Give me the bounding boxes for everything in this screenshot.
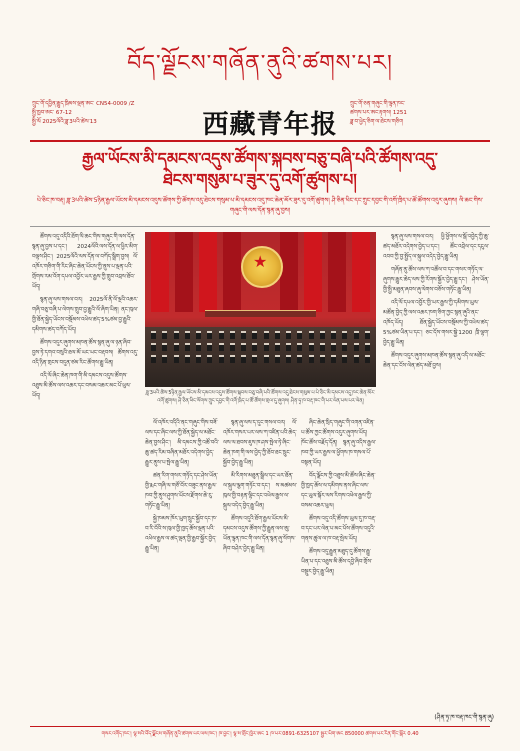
delegate-seat [342,331,347,339]
photo-caption: ཟླ་3པའི་ཚེས་5ཉིན་རྒྱལ་ཡོངས་མི་དམངས་འདུས་ཚོགས་སྐབས་བཅུ་བཞི་པའི་ཚོགས་འདུ་ཐེངས་གསུམ་པ་པེ་ཅིང་མི་དམངས་འདུ་ཁང་ཆེན་མོར་འགོ་ཚུགས། ཤི་ཅིན་ཕིང་སོགས་ཀྲུང་དབྱང་གི་འགོ་ཁྲིད་པ་ཚོ་ཚོགས་གྲལ་དུ་ཞུགས། ཤིན་ཧྭ་ཁ་བརྡ་ཁང་གི་པར་ལེན་པས་པར་ལེན། [145,390,376,404]
delegate-seat [219,331,224,339]
article-signature: (ཤིན་ཧྭ་ཁ་བརྡ་ཁང་གི་སྙན་ཞུ) [434,714,494,721]
delegate-seat [365,331,370,339]
delegate-seat [185,355,190,363]
delegate-seat [241,355,246,363]
paragraph: མི་རིགས་མཐུན་སྒྲིལ་དང་ཡར་ཐོན་ལ་སྐུལ་ལྕག་གཏོང་བ་དང་། ས་མཚམས་ཁུལ་གྱི་བརྟན་ལྷིང་དང་འཕེལ་རྒྱས་ལ་སྐུལ་འདེད་བྱེད་རྒྱུ་ཡིན། [223,473,297,509]
meta-left-line: སྤྱི་ཁྱབ་ཨང་ 67-12 [32,110,72,116]
meta-left-line: ཀྲུང་གོ་དབྱིན་རྒྱུད་ཁྲིམས་ལྡན་ཨང་ CN54-0009 /Z [32,101,135,107]
delegate-seat [297,331,302,339]
paragraph: ཚོགས་འདུར་ཞུགས་མཁན་ཚོས་སྙན་ཞུ་འདི་ལ་མཐོང་ཆེན་དང་ངོས་ལེན་ཚད་མཐོ་བྱས། [383,353,486,369]
delegate-seat [264,355,269,363]
delegate-seat [162,343,167,351]
paragraph: ཚན་རིག་གསར་གཏོད་དང་ཤེས་ཡོན་གྱི་རྨང་གཞི་ལ་གཙོ་བོར་བཟུང་ནས་རྒྱལ་ཁབ་ཀྱི་ནུས་ཤུགས་ཡོངས་རྫོགས་ཆེ་རུ་གཏོང་རྒྱུ་ཡིན། [145,473,218,509]
delegate-seat [151,331,156,339]
article-column-5 [383,232,489,706]
paragraph: བོད་ལྗོངས་ཀྱི་འཐུས་མི་ཚོས་ཞིང་ཆེན་གྱི་ཁྱད་ཆོས་ལ་དམིགས་ནས་ཞིང་ལས་དང་ཡུལ་སྐོར་ལས་རིགས་འཕེལ་རྒྱས་ཀྱི་བསམ་འཆར་ཕུལ། [301,473,376,509]
paragraph: གཞོན་ནུ་ཚོས་ལས་ཀ་འཚོལ་བ་དང་གསར་གཏོད་ལ་ཞུགས་རྒྱུར་ཆེད་ལས་ཀྱི་རོགས་སྐྱོར་བྱེད་རྒྱུ་དང་། ཤེས་ཡོན་གྱི་སྤྱི་མཐུན་ཞབས་ཞུ་ལེགས་བཅོས་གཏོང་རྒྱུ་ཡིན། [383,267,489,293]
delegate-seat [230,343,235,351]
delegate-seat [331,331,336,339]
delegate-seat [162,331,167,339]
delegate-seat [365,355,370,363]
delegate-seat [174,331,179,339]
delegate-seat [252,355,257,363]
national-emblem [241,246,283,288]
delegate-seat [252,331,257,339]
paragraph: ཚོགས་འདུར་ཞུགས་མཁན་ཚོས་སྙན་ཞུ་ལ་ཉན་ཞིབ་བྱས་ཏེ་དགའ་བསུའི་ཐལ་མོ་ཡང་ཡང་བརྡབས། ཚོགས་འདུ་འདི་ཉིན་གྲངས་བདུན་ཙམ་རིང་ཚོགས་རྒྱུ་ཡིན། [32,340,138,366]
article-column-4 [301,418,376,708]
delegate-seat [320,331,325,339]
delegate-seat [185,331,190,339]
masthead-meta-right [350,100,490,127]
meta-right-line: ཟླ་བ་ཕྱེད་ཅིག་ལ་ཐེངས་གཅིག [350,119,403,125]
delegate-seat [174,355,179,363]
paragraph: ཚོགས་འདུ་རྒྱུན་མཐུད་དུ་ཚོགས་རྒྱུ་ཡིན་པ་དང་འཐུས་མི་ཚོས་དབྱེ་ཞིབ་གྲོས་བསྡུར་བྱེད་རྒྱུ་ཡིན། [301,549,373,575]
delegate-seat [241,343,246,351]
paragraph: ཞིང་ཆེན་སྲིད་གཞུང་གི་འགན་འཛིན་པ་ཚོས་ཀྱང་ཚོགས་འདུར་ཞུགས་ཡོད། ཁོང་ཚོས་བརྗོད་དོན། སྙན་ཞུ་འདིས་རྒྱལ་ཁབ་ཀྱི་ཡར་རྒྱས་ལ་ཕྱོགས་ཁ་གསལ་པོ་བསྟན་ཡོད། [301,420,376,466]
delegate-seat [230,331,235,339]
paragraph: འདི་ལོ་དཔལ་འབྱོར་གྱི་ཡར་རྒྱས་ཀྱི་དམིགས་ཡུལ་མཚོན་བྱེད་ཀྱི་ལས་འཆར་ཁག་ཅིག་ཀྱང་སྙན་ཞུའི་ནང་འཁོད་ཡོད། ཐོན་སྐྱེད་ཡོངས་བསྡོམས་ཀྱི་འཕེལ་ཚད་5%ཙམ་ཡིན་པ་དང་། ཅང་དོས་གསར་སྐྱེ་1200 ཁྲི་ལྷག་བྱེད་རྒྱུ་ཡིན། [383,300,489,346]
delegate-seat [342,355,347,363]
delegate-seat [365,343,370,351]
headline-line-2: ཐེངས་གསུམ་པ་ཟུར་དུ་འགོ་ཚུགས་པ། [163,170,357,189]
delegate-seat [174,343,179,351]
delegate-seat [196,355,201,363]
red-flag [352,232,370,312]
meta-left-line: སྤྱི་ལོ 2025ལོའི་ཟླ་3པའི་ཚེས་13 [32,119,97,125]
subheadline: པེ་ཅིང་ཁ་བརྡ། ཟླ་3པའི་ཚེས་5ཉིན་རྒྱལ་ཡོངས་མི་དམངས་འདུས་ཚོགས་ཀྱི་ཚོགས་འདུ་ཐེངས་གསུམ་པ་མི་དམངས་འདུ་ཁང་ཆེན་མོར་ཟུར་དུ་འགོ་ཚུགས། ཤི་ཅིན་ཕིང་དང་ཀྲུང་དབྱང་གི་འགོ་ཁྲིད་པ་ཚོ་ཚོགས་འདུར་ཞུགས། ལི་ཆང་གིས་གཞུང་གི་ལས་དོན་སྙན་ཞུ་བྱས། [36,197,484,214]
delegate-seat [275,343,280,351]
chinese-masthead: 西藏青年报 [202,110,338,140]
delegate-seat [219,355,224,363]
masthead-meta-left [32,100,182,127]
masthead-divider [30,140,490,142]
tibetan-masthead: བོད་ལྗོངས་གཞོན་ནུའི་ཚགས་པར། [127,51,393,76]
delegate-seat [354,343,359,351]
delegate-seat [230,355,235,363]
podium [205,310,316,317]
news-photo [145,232,376,387]
paragraph: སྙན་ཞུ་ལས་གསལ་བར། 2025ལོ་ནི་ལོ་ལྔའི་འཆར་གཞི་བཅུ་བཞི་པ་ལེགས་གྲུབ་བྱ་རྒྱུའི་ལོ་ཞིག་ཡིན། ནང་ཁུལ་གྱི་ཐོན་སྐྱེད་ཡོངས་བསྡོམས་འཕེལ་ཚད་5%ཙམ་བྱ་རྒྱུའི་དམིགས་ཚད་བཀོད་ཡོད། [32,297,138,333]
delegate-seat [309,331,314,339]
red-flag [280,232,298,312]
footer-divider [30,726,490,727]
delegate-seat [331,355,336,363]
red-flag [304,232,322,312]
paragraph: ལོ་འཁོར་འདིའི་ནང་གཞུང་གིས་བཟོ་ལས་དང་ཞིང་ལས་ཀྱི་ཐོན་སྐྱེད་ལ་མཐོང་ཆེན་བྱས་ཤིང་། མི་དམངས་ཀྱི་འཚོ་བའི་ཆུ་ཚད་རིམ་བཞིན་མཐོར་འདེགས་བྱེད་རྒྱུར་ནུས་པ་སྤེལ་རྒྱུ་ཡིན། [145,420,219,466]
delegate-seat [241,331,246,339]
headline-line-1: རྒྱལ་ཡོངས་མི་དམངས་འདུས་ཚོགས་སྐབས་བཅུ་བཞི་པའི་ཚོགས་འདུ་ [82,149,438,168]
delegate-seat [264,343,269,351]
headline [30,148,490,190]
delegate-seat [207,355,212,363]
delegate-seat [252,343,257,351]
footer-imprint: གསར་འགོད་ཁང་། ལྷ་སའི་བོད་ལྗོངས་གཞོན་ནུའི་ཚགས་པར་ལས་ཁང་། ཁ་བྱང་། ལྷ་ས་གྲོང་ཁྱེར་ཨང 1 ཁ་པར་0891-6325107 སྦྱར་ཡིག་ཨང 850000 ཚགས་པར་རིན་གོང་སྒོར 0.40 [101,731,419,737]
delegate-seat [309,343,314,351]
headline-divider [30,226,490,227]
red-flag [223,232,241,312]
delegate-seat [286,331,291,339]
delegate-seat [275,355,280,363]
red-flag [151,232,169,312]
delegate-seat [275,331,280,339]
paragraph: ཚོགས་འདུ་འདི་ཚོགས་ཡུལ་དུ་ཁ་བརྡ་བ་དང་པར་ལེན་པ་མང་པོས་ཚོགས་འདུའི་གནས་ཚུལ་ལ་ཁ་བརྡ་སྤེལ་ཡོད། [301,516,376,542]
delegate-seat [151,343,156,351]
delegate-seat [185,343,190,351]
delegate-seat [151,355,156,363]
delegate-seat [207,343,212,351]
delegate-seat [207,331,212,339]
delegate-seat [320,355,325,363]
delegate-seat [309,355,314,363]
delegate-seat [219,343,224,351]
article-column-2 [145,418,219,708]
delegate-seat [354,331,359,339]
paragraph: སྙན་ཞུ་ལས་གསལ་བར། ཕྱི་ཕྱོགས་ལ་སྒོ་འབྱེད་ཀྱི་ཆུ་ཚད་མཐོར་འདེགས་བྱེད་པ་དང་། ཚོང་འབྲེལ་དང་དངུལ་འབབ་ཀྱི་བྱ་སྤྱོད་ལ་སྐུལ་འདེད་བྱེད་རྒྱུ་ཡིན། [383,234,489,260]
star-icon: ★ [253,252,268,271]
meta-right-line: ཚགས་པར་ཨང་རྟགས། 1251 [350,110,407,116]
paragraph: འདི་ལོ་ཞིང་ཆེན་ཁག་གི་མི་དམངས་འདུས་ཚོགས་འཐུས་མི་ཚོས་ལས་འཆར་དང་བསམ་འཆར་མང་པོ་ཕུལ་ཡོད། [32,373,131,399]
paragraph: སྐྱེ་ཁམས་ཁོར་ཡུག་སྲུང་སྐྱོབ་དང་ཁ་བ་རི་བོའི་ས་ཁུལ་གྱི་ཁྱད་ཆོས་ལྡན་པའི་འཕེལ་རྒྱས་ལ་ཚད་ལྡན་གྱི་རྒྱབ་སྐྱོར་བྱེད་རྒྱུ་ཡིན། [145,516,217,552]
paragraph: ཚོགས་འདུའི་ཐོག་རྒྱལ་ཡོངས་མི་དམངས་འདུས་ཚོགས་ཀྱི་རྒྱུན་ལས་ཨུ་ཡོན་ལྷན་ཁང་གི་ལས་དོན་སྙན་ཞུ་སོགས་ཞིབ་བཤེར་བྱེད་རྒྱུ་ཡིན། [223,516,296,552]
article-column-1 [32,232,138,704]
meta-right-line: ཀྲུང་གོ་ཅན་གཞུང་གི་ལྷན་ཁང་ [350,101,406,107]
delegate-seat [297,343,302,351]
delegate-seat [196,331,201,339]
delegate-seat [331,343,336,351]
seat-row [151,331,370,337]
article-column-3 [223,418,297,708]
paragraph: ཚོགས་འདུ་འདིའི་ཐོག་ལི་ཆང་གིས་གཞུང་གི་ལས་དོན་སྙན་ཞུ་བྱས་པ་དང་། 2024ལོའི་ལས་དོན་ལ་ཕྱིར་མིག་བལྟས་ཤིང་། 2025ལོའི་ལས་དོན་ལ་བཀོད་སྒྲིག་བྱས། ལོ་འཁོར་གཅིག་གི་རིང་ཞིང་ཆེན་ཡོངས་ཀྱི་ནུས་པ་ལྡན་པའི་གྲོགས་རམ་འོག་དཔལ་འབྱོར་ཡར་རྒྱས་ཀྱི་གྲུབ་འབྲས་ཐོབ་ཡོད། [32,234,138,290]
delegate-seat [264,331,269,339]
audience-stage [145,327,376,387]
delegate-seat [286,355,291,363]
delegate-seat [320,343,325,351]
delegate-seat [286,343,291,351]
delegate-seat [196,343,201,351]
delegate-seat [297,355,302,363]
paragraph: སྙན་ཞུ་ལས་ད་དུང་གསལ་བར། ལོ་འཁོར་གསར་པར་ལས་ཀ་འཛིན་པའི་ཆེད་ལས་ལ་ཐབས་ཇུས་ཁ་ཤས་སྤེལ་ཏེ་ཞིང་ཆེན་ཁག་གི་ལས་བྱེད་ཀྱི་ཐོབ་ཐང་སྲུང་སྐྱོབ་བྱེད་རྒྱུ་ཡིན། [223,420,297,466]
delegate-seat [162,355,167,363]
delegate-seat [354,355,359,363]
red-flag [328,232,346,312]
red-flag [175,232,193,312]
seat-row [151,355,370,361]
delegate-seat [342,343,347,351]
red-flag [199,232,217,312]
seat-row [151,343,370,349]
